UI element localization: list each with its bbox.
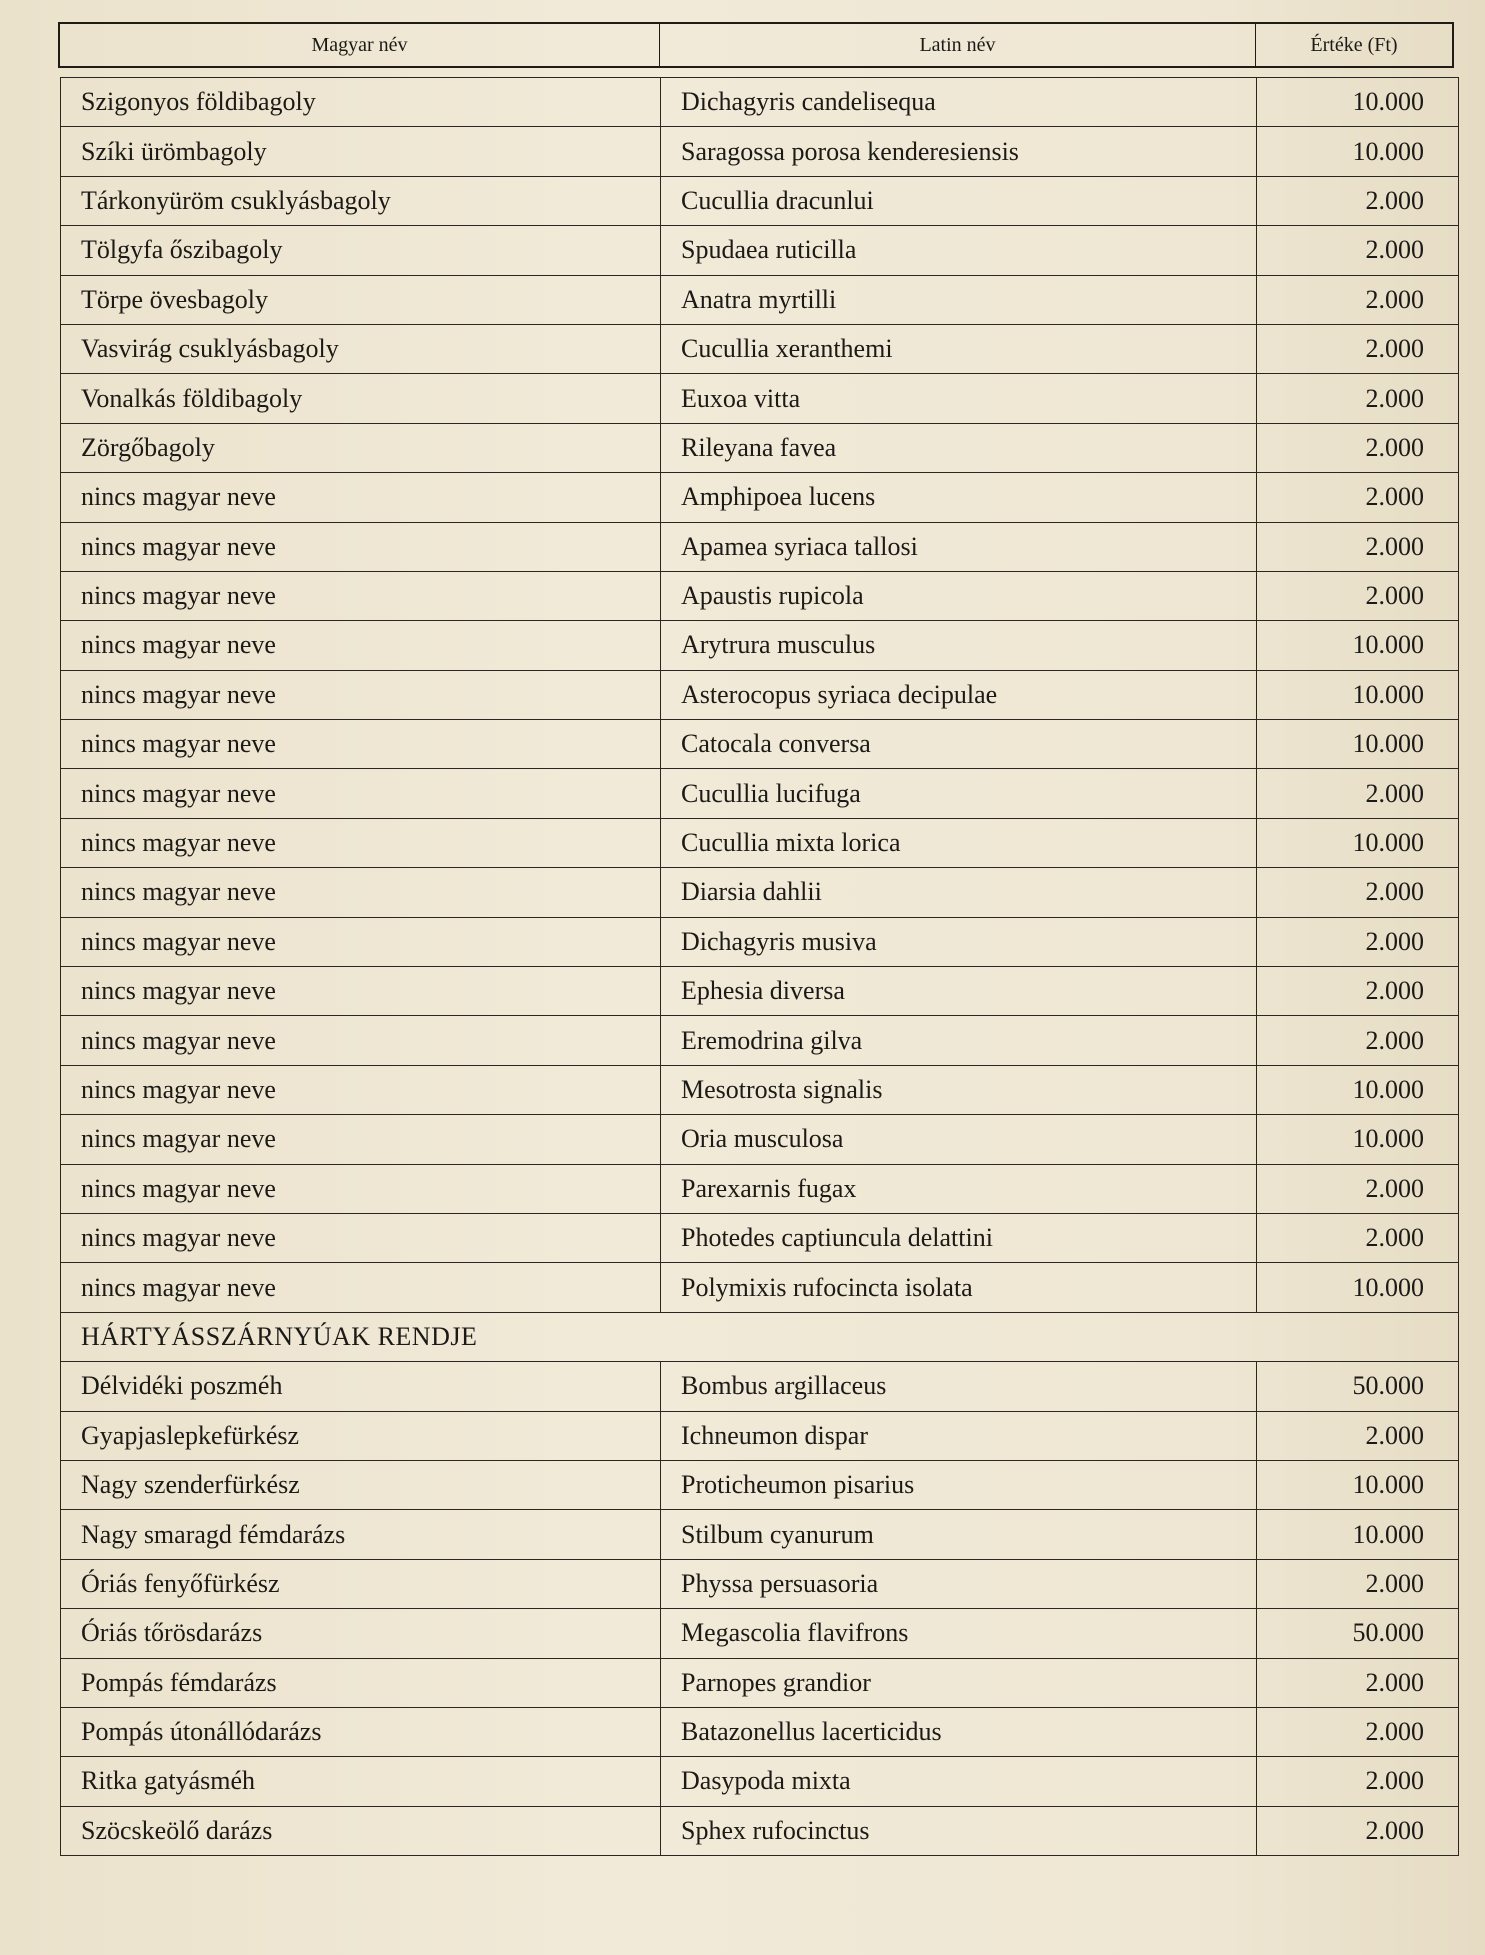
latin-name-cell: Polymixis rufocincta isolata (661, 1263, 1257, 1312)
latin-name-cell: Arytrura musculus (661, 621, 1257, 670)
value-cell: 2.000 (1257, 1707, 1459, 1756)
hungarian-name-cell: nincs magyar neve (61, 473, 661, 522)
hungarian-name-cell: Szöcskeölő darázs (61, 1806, 661, 1855)
value-cell: 2.000 (1257, 917, 1459, 966)
value-cell: 10.000 (1257, 720, 1459, 769)
section-title: HÁRTYÁSSZÁRNYÚAK RENDJE (61, 1312, 1459, 1361)
hungarian-name-cell: Délvidéki poszméh (61, 1362, 661, 1411)
value-cell: 2.000 (1257, 226, 1459, 275)
latin-name-cell: Oria musculosa (661, 1115, 1257, 1164)
latin-name-cell: Proticheumon pisarius (661, 1460, 1257, 1509)
table-row (61, 1460, 1459, 1509)
table-row (61, 621, 1459, 670)
latin-name-cell: Eremodrina gilva (661, 1016, 1257, 1065)
table-row (61, 1411, 1459, 1460)
latin-name-cell: Cucullia dracunlui (661, 176, 1257, 225)
table-row (61, 176, 1459, 225)
latin-name-cell: Cucullia lucifuga (661, 769, 1257, 818)
table-row (61, 571, 1459, 620)
value-cell: 10.000 (1257, 1115, 1459, 1164)
hungarian-name-cell: Szigonyos földibagoly (61, 78, 661, 127)
table-row (61, 226, 1459, 275)
table-row (61, 1707, 1459, 1756)
latin-name-cell: Cucullia xeranthemi (661, 324, 1257, 373)
latin-name-cell: Mesotrosta signalis (661, 1065, 1257, 1114)
hungarian-name-cell: nincs magyar neve (61, 769, 661, 818)
latin-name-cell: Anatra myrtilli (661, 275, 1257, 324)
value-cell: 10.000 (1257, 1065, 1459, 1114)
table-row (61, 1263, 1459, 1312)
latin-name-cell: Apaustis rupicola (661, 571, 1257, 620)
latin-name-cell: Physsa persuasoria (661, 1559, 1257, 1608)
latin-name-cell: Catocala conversa (661, 720, 1257, 769)
hungarian-name-cell: Pompás fémdarázs (61, 1658, 661, 1707)
table-row (61, 818, 1459, 867)
hungarian-name-cell: Törpe övesbagoly (61, 275, 661, 324)
table-row (61, 127, 1459, 176)
hungarian-name-cell: nincs magyar neve (61, 1115, 661, 1164)
hungarian-name-cell: Vasvirág csuklyásbagoly (61, 324, 661, 373)
hungarian-name-cell: Szíki ürömbagoly (61, 127, 661, 176)
table-row (61, 1658, 1459, 1707)
latin-name-cell: Batazonellus lacerticidus (661, 1707, 1257, 1756)
latin-name-cell: Photedes captiuncula delattini (661, 1213, 1257, 1262)
table-row (61, 967, 1459, 1016)
header-value: Értéke (Ft) (1310, 33, 1398, 56)
latin-name-cell: Dichagyris candelisequa (661, 78, 1257, 127)
value-cell: 2.000 (1257, 275, 1459, 324)
table-row (61, 769, 1459, 818)
table-row (61, 275, 1459, 324)
table-row (61, 670, 1459, 719)
latin-name-cell: Saragossa porosa kenderesiensis (661, 127, 1257, 176)
value-cell: 2.000 (1257, 176, 1459, 225)
hungarian-name-cell: nincs magyar neve (61, 522, 661, 571)
hungarian-name-cell: nincs magyar neve (61, 917, 661, 966)
latin-name-cell: Parnopes grandior (661, 1658, 1257, 1707)
hungarian-name-cell: nincs magyar neve (61, 1164, 661, 1213)
hungarian-name-cell: nincs magyar neve (61, 621, 661, 670)
table-row (61, 423, 1459, 472)
latin-name-cell: Diarsia dahlii (661, 868, 1257, 917)
value-cell: 2.000 (1257, 1658, 1459, 1707)
table-row (61, 1115, 1459, 1164)
hungarian-name-cell: Tölgyfa őszibagoly (61, 226, 661, 275)
table-row (61, 868, 1459, 917)
table-row (61, 1362, 1459, 1411)
hungarian-name-cell: Nagy smaragd fémdarázs (61, 1510, 661, 1559)
value-cell: 2.000 (1257, 571, 1459, 620)
latin-name-cell: Sphex rufocinctus (661, 1806, 1257, 1855)
hungarian-name-cell: nincs magyar neve (61, 720, 661, 769)
latin-name-cell: Stilbum cyanurum (661, 1510, 1257, 1559)
value-cell: 50.000 (1257, 1362, 1459, 1411)
latin-name-cell: Rileyana favea (661, 423, 1257, 472)
table-row (61, 1213, 1459, 1262)
table-row (61, 374, 1459, 423)
latin-name-cell: Ephesia diversa (661, 967, 1257, 1016)
section-row (61, 1312, 1459, 1361)
latin-name-cell: Apamea syriaca tallosi (661, 522, 1257, 571)
value-cell: 2.000 (1257, 769, 1459, 818)
hungarian-name-cell: Óriás fenyőfürkész (61, 1559, 661, 1608)
value-cell: 2.000 (1257, 1016, 1459, 1065)
value-cell: 10.000 (1257, 1510, 1459, 1559)
table-row (61, 1757, 1459, 1806)
table-row (61, 1065, 1459, 1114)
value-cell: 10.000 (1257, 1263, 1459, 1312)
table-row (61, 473, 1459, 522)
value-cell: 10.000 (1257, 621, 1459, 670)
hungarian-name-cell: Nagy szenderfürkész (61, 1460, 661, 1509)
latin-name-cell: Bombus argillaceus (661, 1362, 1257, 1411)
species-table (60, 77, 1459, 1856)
value-cell: 2.000 (1257, 374, 1459, 423)
value-cell: 2.000 (1257, 423, 1459, 472)
table-row (61, 917, 1459, 966)
latin-name-cell: Dichagyris musiva (661, 917, 1257, 966)
value-cell: 2.000 (1257, 967, 1459, 1016)
hungarian-name-cell: nincs magyar neve (61, 571, 661, 620)
hungarian-name-cell: Vonalkás földibagoly (61, 374, 661, 423)
table-row (61, 78, 1459, 127)
value-cell: 50.000 (1257, 1609, 1459, 1658)
value-cell: 2.000 (1257, 1213, 1459, 1262)
hungarian-name-cell: nincs magyar neve (61, 1065, 661, 1114)
table-header (58, 22, 1454, 68)
hungarian-name-cell: nincs magyar neve (61, 818, 661, 867)
value-cell: 2.000 (1257, 324, 1459, 373)
value-cell: 2.000 (1257, 522, 1459, 571)
hungarian-name-cell: nincs magyar neve (61, 1016, 661, 1065)
header-hungarian-name: Magyar név (60, 24, 660, 66)
latin-name-cell: Spudaea ruticilla (661, 226, 1257, 275)
value-cell: 2.000 (1257, 1757, 1459, 1806)
latin-name-cell: Euxoa vitta (661, 374, 1257, 423)
hungarian-name-cell: nincs magyar neve (61, 1213, 661, 1262)
header-latin-name: Latin név (660, 24, 1256, 66)
table-row (61, 324, 1459, 373)
table-row (61, 720, 1459, 769)
table-row (61, 1806, 1459, 1855)
hungarian-name-cell: Ritka gatyásméh (61, 1757, 661, 1806)
value-cell: 10.000 (1257, 127, 1459, 176)
table-row (61, 1164, 1459, 1213)
hungarian-name-cell: nincs magyar neve (61, 967, 661, 1016)
latin-name-cell: Dasypoda mixta (661, 1757, 1257, 1806)
value-cell: 2.000 (1257, 473, 1459, 522)
value-cell: 10.000 (1257, 818, 1459, 867)
value-cell: 2.000 (1257, 868, 1459, 917)
latin-name-cell: Amphipoea lucens (661, 473, 1257, 522)
table-row (61, 1016, 1459, 1065)
hungarian-name-cell: Gyapjaslepkefürkész (61, 1411, 661, 1460)
value-cell: 2.000 (1257, 1411, 1459, 1460)
value-cell: 10.000 (1257, 670, 1459, 719)
latin-name-cell: Megascolia flavifrons (661, 1609, 1257, 1658)
table-row (61, 522, 1459, 571)
hungarian-name-cell: nincs magyar neve (61, 670, 661, 719)
table-row (61, 1559, 1459, 1608)
latin-name-cell: Ichneumon dispar (661, 1411, 1257, 1460)
table-row (61, 1510, 1459, 1559)
hungarian-name-cell: Tárkonyüröm csuklyásbagoly (61, 176, 661, 225)
value-cell: 10.000 (1257, 1460, 1459, 1509)
latin-name-cell: Cucullia mixta lorica (661, 818, 1257, 867)
value-cell: 10.000 (1257, 78, 1459, 127)
value-cell: 2.000 (1257, 1164, 1459, 1213)
hungarian-name-cell: nincs magyar neve (61, 1263, 661, 1312)
latin-name-cell: Parexarnis fugax (661, 1164, 1257, 1213)
table-row (61, 1609, 1459, 1658)
value-cell: 2.000 (1257, 1806, 1459, 1855)
hungarian-name-cell: Zörgőbagoly (61, 423, 661, 472)
value-cell: 2.000 (1257, 1559, 1459, 1608)
latin-name-cell: Asterocopus syriaca decipulae (661, 670, 1257, 719)
hungarian-name-cell: Pompás útonállódarázs (61, 1707, 661, 1756)
hungarian-name-cell: Óriás tőrösdarázs (61, 1609, 661, 1658)
hungarian-name-cell: nincs magyar neve (61, 868, 661, 917)
